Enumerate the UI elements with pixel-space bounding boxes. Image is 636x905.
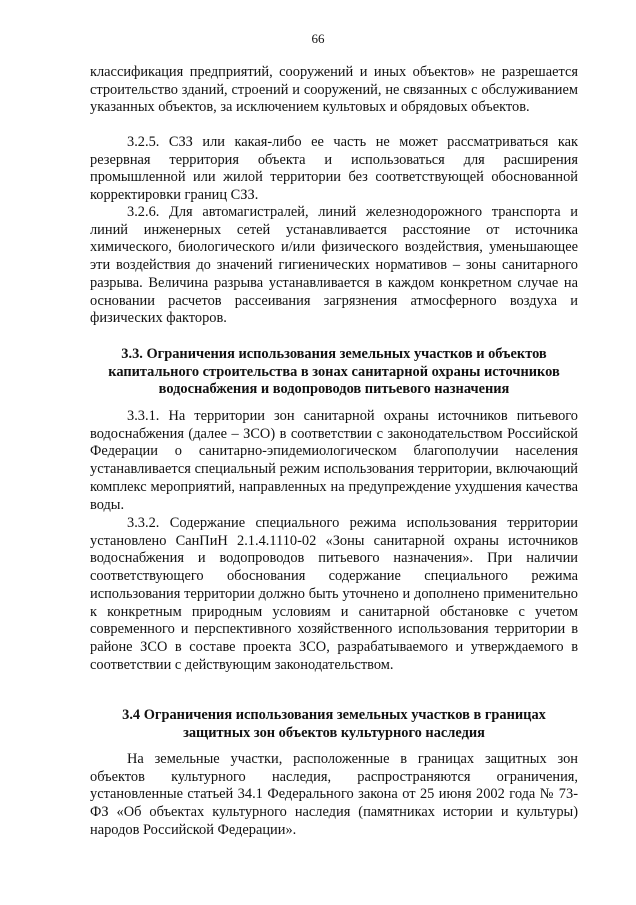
section-heading-3-4: 3.4 Ограничения использования земельных участков в границах защитных зон объектов культурного наследия bbox=[122, 707, 546, 741]
section-heading-3-3: 3.3. Ограничения использования земельных участков и объектов капитального строительства в зонах санитарной охраны источников водоснабжения и водопроводов питьевого назначения bbox=[108, 346, 560, 398]
paragraph-3-2-6: 3.2.6. Для автомагистралей, линий железнодорожного транспорта и линий инженерных сетей устанавливается расстояние от источника химического, биологического и/или физического воздействия, уменьшающее эти воздействия до значений гигиенических нормативов – зоны санитарного разрыва. Величина разрыва устанавливается в каждом конкретном случае на основании расчетов рассеивания загрязнения атмосферного воздуха и физических факторов. bbox=[90, 204, 578, 327]
page-number: 66 bbox=[311, 31, 325, 46]
paragraph-continuation: классификация предприятий, сооружений и иных объектов» не разрешается строительство зданий, строений и сооружений, не связанных с обслуживанием указанных объектов, за исключением культовых и обрядовых объектов. bbox=[90, 64, 578, 116]
paragraph-3-3-1: 3.3.1. На территории зон санитарной охраны источников питьевого водоснабжения (далее – ЗСО) в соответствии с законодательством Российской Федерации о санитарно-эпидемиологическом благополучии населения устанавливается специальный режим использования территории, включающий комплекс мероприятий, направленных на предупреждение ухудшения качества воды. bbox=[90, 408, 578, 513]
paragraph-3-3-2: 3.3.2. Содержание специального режима использования территории установлено СанПиН 2.1.4.1110-02 «Зоны санитарной охраны источников водоснабжения и водопроводов питьевого назначения». При наличии соответствующего обоснования содержание специального режима использования территории должно быть уточнено и дополнено применительно к конкретным природным условиям и санитарной обстановке с учетом современного и перспективного хозяйственного использования территории в районе ЗСО в составе проекта ЗСО, разрабатываемого и утверждаемого в соответствии с действующим законодательством. bbox=[90, 515, 578, 673]
paragraph-3-2-5: 3.2.5. СЗЗ или какая-либо ее часть не может рассматриваться как резервная территория объекта и использоваться для расширения промышленной или жилой территории без соответствующей обоснованной корректировки границ СЗЗ. bbox=[90, 134, 578, 204]
paragraph-3-4-text: На земельные участки, расположенные в границах защитных зон объектов культурного наследия, распространяются ограничения, установленные статьей 34.1 Федерального закона от 25 июня 2002 года № 73-ФЗ «Об объектах культурного наследия (памятниках истории и культуры) народов Российской Федерации». bbox=[90, 751, 578, 838]
